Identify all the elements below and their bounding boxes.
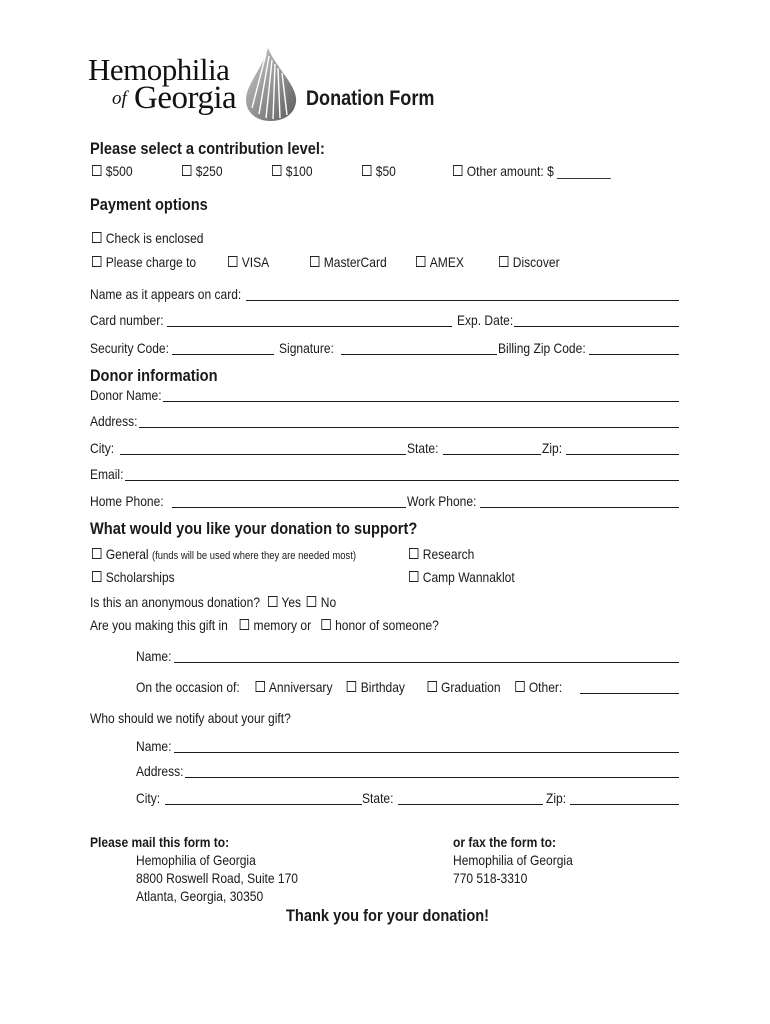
donor-address-field[interactable] <box>139 427 679 428</box>
billing-zip-field[interactable] <box>589 354 679 355</box>
option-50[interactable]: $50 <box>362 163 396 179</box>
fax-heading: or fax the form to: <box>453 834 557 850</box>
donor-state-field[interactable] <box>443 454 541 455</box>
of-someone-label: of someone? <box>369 617 439 633</box>
donor-city-field[interactable] <box>120 454 406 455</box>
notify-city-label: City: <box>136 790 161 806</box>
memory-label: memory or <box>253 617 312 633</box>
yes-label: Yes <box>281 594 302 610</box>
general-note: (funds will be used where they are needed most) <box>151 550 356 562</box>
occasion-other-field[interactable] <box>580 693 679 694</box>
donor-zip-field[interactable] <box>566 454 679 455</box>
blood-drop-icon <box>240 46 302 122</box>
notify-name-label: Name: <box>136 738 172 754</box>
mail-line-3: Atlanta, Georgia, 30350 <box>136 888 264 904</box>
checkbox-graduation[interactable] <box>427 681 436 692</box>
thank-you-message: Thank you for your donation! <box>286 906 490 925</box>
checkbox[interactable] <box>92 165 101 176</box>
support-scholarships-option[interactable]: Scholarships <box>92 569 175 585</box>
checkbox-birthday[interactable] <box>347 681 356 692</box>
gift-question: Are you making this gift in <box>90 617 228 633</box>
checkbox[interactable] <box>416 256 425 267</box>
checkbox[interactable] <box>182 165 191 176</box>
fax-line-1: Hemophilia of Georgia <box>453 852 573 868</box>
donor-city-label: City: <box>90 440 115 456</box>
support-heading: What would you like your donation to support? <box>90 519 418 538</box>
check-enclosed-option[interactable]: Check is enclosed <box>92 230 203 246</box>
anonymous-question: Is this an anonymous donation? <box>90 594 261 610</box>
mail-heading: Please mail this form to: <box>90 834 230 850</box>
support-research-option[interactable]: Research <box>409 546 474 562</box>
anonymous-row <box>90 594 336 610</box>
notify-zip-field[interactable] <box>570 804 679 805</box>
checkbox[interactable] <box>310 256 319 267</box>
notify-state-label: State: <box>362 790 394 806</box>
notify-address-label: Address: <box>136 763 184 779</box>
gift-row <box>90 617 439 633</box>
notify-name-field[interactable] <box>174 752 679 753</box>
security-code-field[interactable] <box>172 354 274 355</box>
home-phone-field[interactable] <box>172 507 406 508</box>
contribution-heading: Please select a contribution level: <box>90 139 325 158</box>
mail-line-1: Hemophilia of Georgia <box>136 852 256 868</box>
donor-name-field[interactable] <box>163 401 679 402</box>
checkbox[interactable] <box>409 548 418 559</box>
fax-line-2: 770 518-3310 <box>453 870 528 886</box>
charge-option[interactable]: Please charge to <box>92 254 196 270</box>
donor-email-field[interactable] <box>125 480 679 481</box>
signature-field[interactable] <box>341 354 497 355</box>
occasion-label: On the occasion of: <box>136 679 240 695</box>
payment-heading: Payment options <box>90 195 208 214</box>
checkbox[interactable] <box>362 165 371 176</box>
billing-zip-label: Billing Zip Code: <box>498 340 586 356</box>
exp-date-field[interactable] <box>514 326 679 327</box>
signature-label: Signature: <box>279 340 334 356</box>
notify-zip-label: Zip: <box>546 790 567 806</box>
occasion-row: On the occasion of: Anniversary Birthday Graduation Other: <box>136 679 563 695</box>
checkbox-yes[interactable] <box>268 596 277 607</box>
checkbox-anniversary[interactable] <box>255 681 264 692</box>
donor-zip-label: Zip: <box>542 440 563 456</box>
honor-label: honor <box>335 617 366 633</box>
exp-date-label: Exp. Date: <box>457 312 514 328</box>
name-on-card-label: Name as it appears on card: <box>90 286 242 302</box>
card-discover[interactable]: Discover <box>499 254 560 270</box>
work-phone-label: Work Phone: <box>407 493 477 509</box>
option-500[interactable]: $500 <box>92 163 133 179</box>
checkbox[interactable] <box>499 256 508 267</box>
notify-state-field[interactable] <box>398 804 543 805</box>
checkbox-honor[interactable] <box>321 619 330 630</box>
card-visa[interactable]: VISA <box>228 254 269 270</box>
card-mastercard[interactable]: MasterCard <box>310 254 387 270</box>
checkbox-no[interactable] <box>307 596 316 607</box>
card-amex[interactable]: AMEX <box>416 254 464 270</box>
checkbox[interactable] <box>453 165 462 176</box>
option-250[interactable]: $250 <box>182 163 223 179</box>
checkbox[interactable] <box>228 256 237 267</box>
notify-question: Who should we notify about your gift? <box>90 710 291 726</box>
donor-address-label: Address: <box>90 413 138 429</box>
home-phone-label: Home Phone: <box>90 493 164 509</box>
card-number-label: Card number: <box>90 312 164 328</box>
no-label: No <box>320 594 337 610</box>
checkbox-memory[interactable] <box>240 619 249 630</box>
support-general-option[interactable]: General (funds will be used where they are needed most) <box>92 546 356 562</box>
checkbox[interactable] <box>409 571 418 582</box>
card-number-field[interactable] <box>167 326 452 327</box>
checkbox[interactable] <box>92 256 101 267</box>
logo-line2: Georgia <box>134 80 237 116</box>
checkbox-other[interactable] <box>515 681 524 692</box>
donor-state-label: State: <box>407 440 439 456</box>
name-on-card-field[interactable] <box>246 300 679 301</box>
option-100[interactable]: $100 <box>272 163 313 179</box>
donor-heading: Donor information <box>90 366 218 385</box>
logo-of: of <box>112 88 127 109</box>
notify-address-field[interactable] <box>185 777 679 778</box>
mail-line-2: 8800 Roswell Road, Suite 170 <box>136 870 298 886</box>
option-other[interactable]: Other amount: $ ________ <box>453 163 611 179</box>
donor-email-label: Email: <box>90 466 124 482</box>
checkbox[interactable] <box>272 165 281 176</box>
honoree-name-field[interactable] <box>174 662 679 663</box>
checkbox[interactable] <box>92 232 101 243</box>
checkbox[interactable] <box>92 571 101 582</box>
form-title: Donation Form <box>306 87 435 110</box>
work-phone-field[interactable] <box>480 507 679 508</box>
logo-line1: Hemophilia <box>88 52 230 87</box>
checkbox[interactable] <box>92 548 101 559</box>
support-camp-option[interactable]: Camp Wannaklot <box>409 569 515 585</box>
honoree-name-label: Name: <box>136 648 172 664</box>
notify-city-field[interactable] <box>165 804 362 805</box>
donor-name-label: Donor Name: <box>90 387 162 403</box>
security-code-label: Security Code: <box>90 340 169 356</box>
